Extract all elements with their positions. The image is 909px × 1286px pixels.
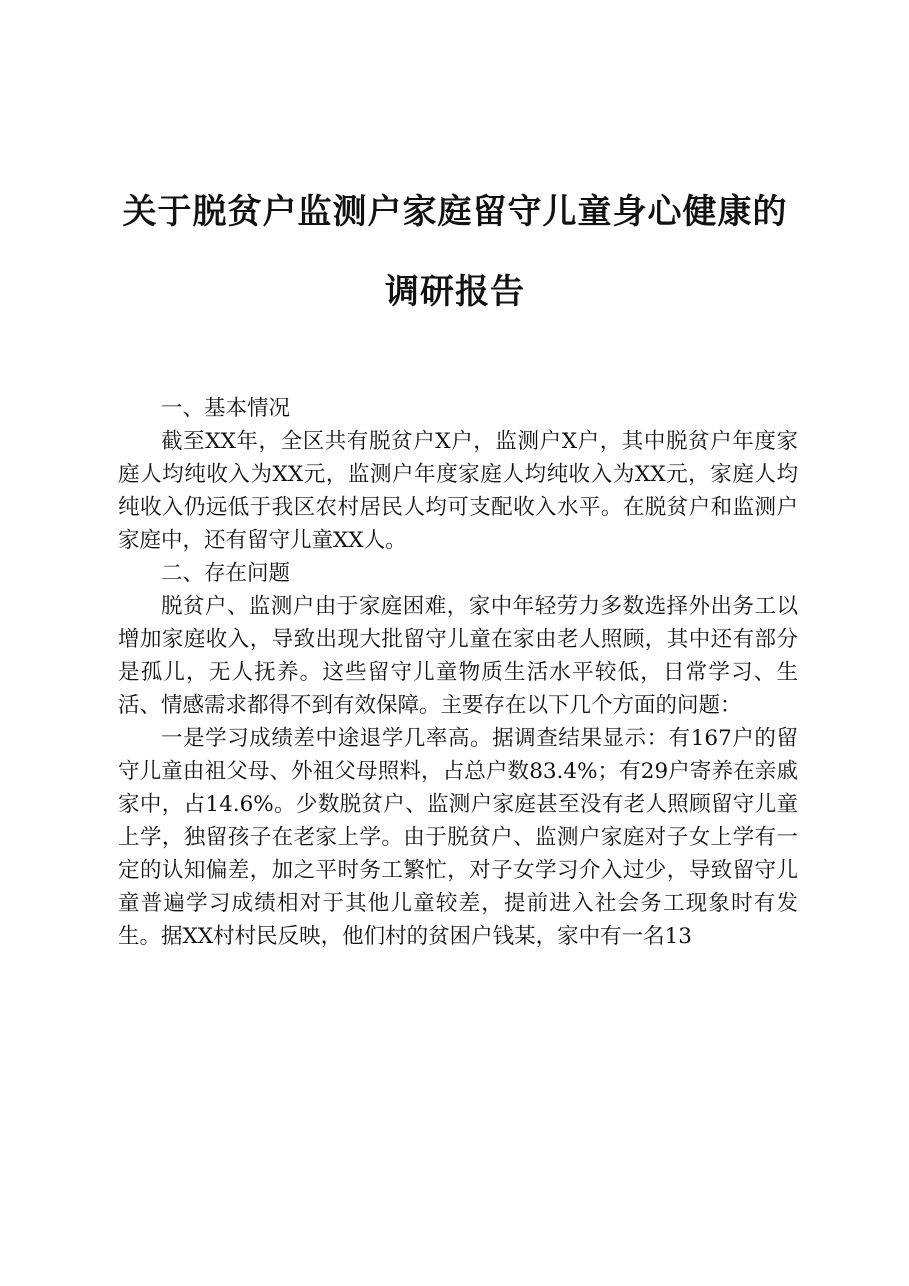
document-title: 关于脱贫户监测户家庭留守儿童身心健康的调研报告	[122, 192, 788, 312]
paragraph-problems-intro: 脱贫户、监测户由于家庭困难，家中年轻劳力多数选择外出务工以增加家庭收入，导致出现大批留守儿童在家由老人照顾，其中还有部分是孤儿，无人抚养。这些留守儿童物质生活水平较低，日常学习、生活、情感需求都得不到有效保障。主要存在以下几个方面的问题：	[118, 594, 798, 718]
section-heading-basic-situation: 一、基本情况	[161, 396, 291, 421]
paragraph-basic-situation: 截至XX年，全区共有脱贫户X户，监测户X户，其中脱贫户年度家庭人均纯收入为XX元，监测户年度家庭人均纯收入为XX元，家庭人均纯收入仍远低于我区农村居民人均可支配收入水平。在脱贫户和监测户家庭中，还有留守儿童XX人。	[118, 429, 798, 553]
document-body	[118, 392, 798, 953]
section-heading-existing-problems: 二、存在问题	[161, 561, 291, 586]
paragraph-problem-one: 一是学习成绩差中途退学几率高。据调查结果显示：有167户的留守儿童由祖父母、外祖父母照料，占总户数83.4%；有29户寄养在亲戚家中，占14.6%。少数脱贫户、监测户家庭甚至没有老人照顾留守儿童上学，独留孩子在老家上学。由于脱贫户、监测户家庭对子女上学有一定的认知偏差，加之平时务工繁忙，对子女学习介入过少，导致留守儿童普遍学习成绩相对于其他儿童较差，提前进入社会务工现象时有发生。据XX村村民反映，他们村的贫困户钱某，家中有一名13	[118, 726, 798, 949]
